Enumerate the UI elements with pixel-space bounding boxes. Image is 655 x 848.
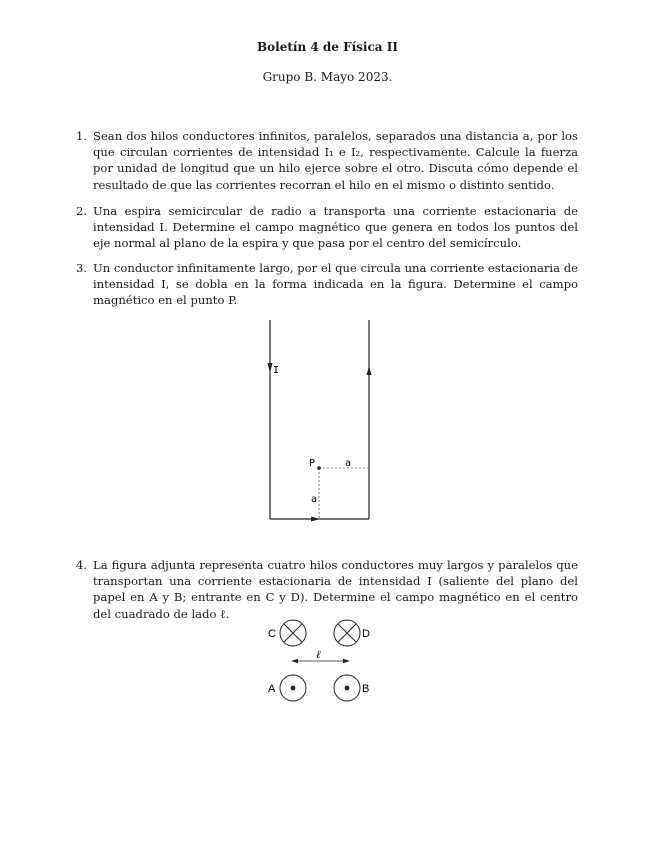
arrow-left-icon <box>291 659 298 663</box>
problem-number: 1. <box>76 129 88 143</box>
figure-four-wires <box>260 615 390 715</box>
problem-3 <box>76 260 578 309</box>
problem-number: 3. <box>76 261 88 275</box>
wire-c-into-icon <box>280 620 306 646</box>
document-title: Boletín 4 de Física II <box>257 40 398 54</box>
vertical-distance-label: a <box>311 494 318 505</box>
problem-4 <box>76 557 578 622</box>
wire-c-label: C <box>268 628 276 640</box>
problem-2 <box>76 203 578 252</box>
arrow-up-icon <box>367 366 372 375</box>
figure-bent-conductor <box>255 315 415 535</box>
problem-number: 4. <box>76 558 88 572</box>
side-length-label: ℓ <box>316 649 321 661</box>
wire-b-label: B <box>362 683 370 695</box>
point-label: P <box>309 458 316 469</box>
wire-d-into-icon <box>334 620 360 646</box>
point-p-icon <box>317 466 321 470</box>
document-subtitle: Grupo B. Mayo 2023. <box>262 70 393 84</box>
problem-text: Un conductor infinitamente largo, por el que circula una corriente estacionaria de intensidad I, se dobla en la forma indicada en la figura. Determine el campo magnético en el punto P. <box>93 261 578 308</box>
problem-text: La figura adjunta representa cuatro hilos conductores muy largos y paralelos que transportan una corriente estacionaria de intensidad I (saliente del plano del papel en A y B; entrante en C y D). Determine el campo magnético en el centro del cuadrado de lado ℓ. <box>93 558 578 621</box>
wire-d-label: D <box>362 628 370 640</box>
horizontal-distance-label: a <box>345 458 352 469</box>
arrow-right-icon <box>343 659 350 663</box>
problem-text: Sean dos hilos conductores infinitos, paralelos, separados una distancia a, por los que circulan corrientes de intensidad I₁ e I₂, respectivamente. Calcule la fuerza por unidad de longitud que un hilo ejerce sobre el otro. Discuta cómo depende el resultado de que las corrientes recorran el hilo en el mismo o distinto sentido. <box>93 129 578 192</box>
current-label: I <box>273 365 280 376</box>
arrow-down-icon <box>268 363 273 373</box>
wire-a-out-icon <box>280 675 306 701</box>
problem-number: 2. <box>76 204 88 218</box>
wire-b-out-icon <box>334 675 360 701</box>
problem-1 <box>76 128 578 193</box>
wire-a-label: A <box>268 683 276 695</box>
problem-text: Una espira semicircular de radio a transporta una corriente estacionaria de intensidad I. Determine el campo magnético que genera en todos los puntos del eje normal al plano de la espira y que pasa por el centro del semicírculo. <box>93 204 578 251</box>
